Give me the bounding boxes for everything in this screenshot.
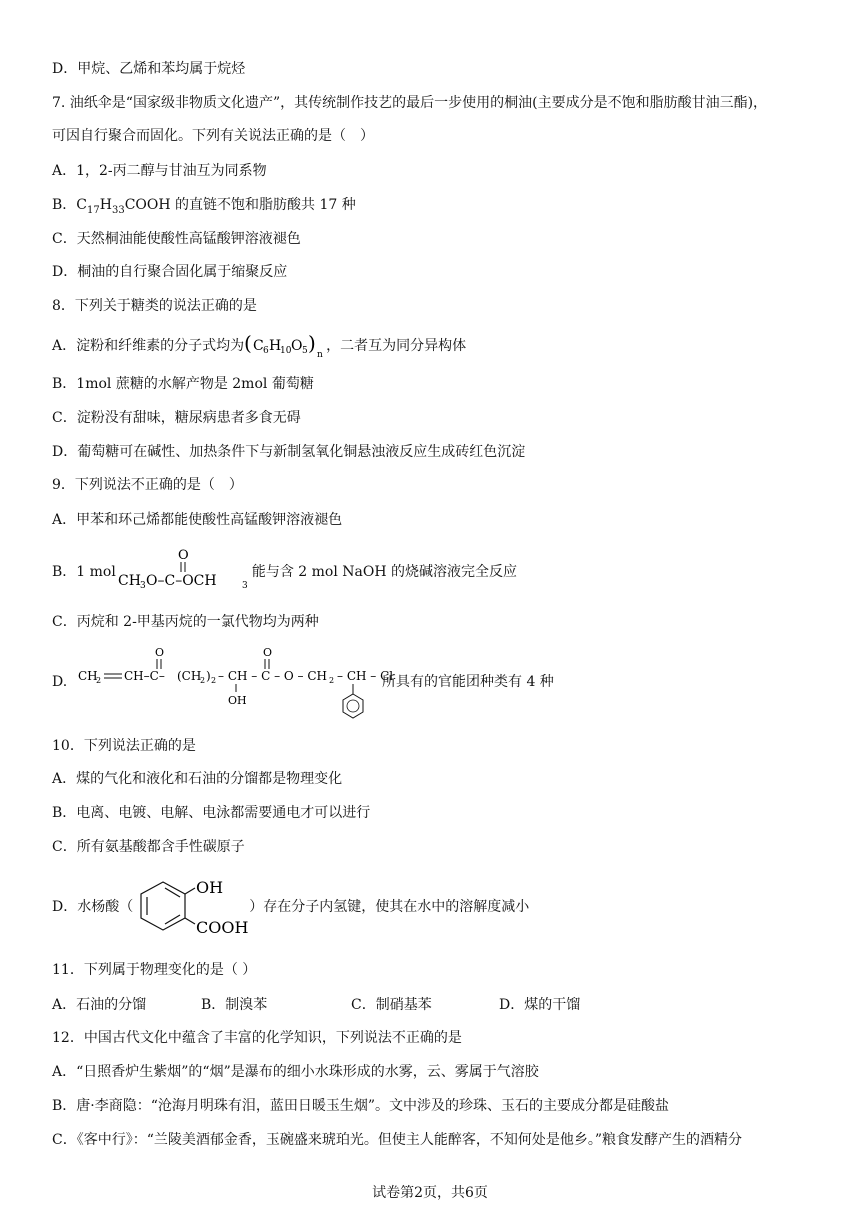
svg-text:O: O [177,548,189,563]
q11-option-c: C．制硝基苯 [351,997,432,1013]
svg-text:– CH – Cl: – CH – Cl [337,669,394,683]
svg-text:C: C [253,338,264,354]
q10d-suffix: ）存在分子内氢键，使其在水中的溶解度减小 [249,899,530,915]
svg-text:O–C–OCH: O–C–OCH [145,573,217,589]
q10-option-d [52,874,529,940]
q9d-suffix: 所具有的官能团种类有 4 种 [382,674,554,690]
q10-option-b: B．电离、电镀、电解、电泳都需要通电才可以进行 [52,805,371,821]
svg-text:CH–C–: CH–C– [124,669,165,683]
q12-option-b: B．唐·李商隐：“沧海月明珠有泪，蓝田日暖玉生烟”。文中涉及的珍珠、玉石的主要成分都是硅酸盐 [52,1098,670,1114]
q9b-suffix: 能与含 2 mol NaOH 的烧碱溶液完全反应 [251,564,518,580]
svg-text:– CH – C – O – CH: – CH – C – O – CH [218,669,328,683]
svg-text:): ) [308,331,316,355]
q7b-h: H [99,197,112,213]
q10-stem: 10．下列说法正确的是 [52,738,196,754]
q9d-prefix: D. [52,674,68,690]
svg-text:O: O [263,646,273,659]
q7-option-d: D．桐油的自行聚合固化属于缩聚反应 [52,264,288,280]
svg-text:(CH: (CH [177,669,202,683]
starch-formula [244,333,326,359]
q8a-suffix: ，二者互为同分异构体 [326,338,467,354]
q11-option-d: D．煤的干馏 [499,997,581,1013]
svg-text:5: 5 [302,346,308,356]
q11-option-a: A．石油的分馏 [52,997,147,1013]
q8-option-d: D．葡萄糖可在碱性、加热条件下与新制氢氧化铜悬浊液反应生成砖红色沉淀 [52,444,526,460]
q12-option-c: C．《客中行》：“兰陵美酒郁金香，玉碗盛来琥珀光。但使主人能醉客，不知何处是他乡。”粮食发酵产生的酒精分 [52,1132,743,1148]
q9-option-c: C．丙烷和 2-甲基丙烷的一氯代物均为两种 [52,614,319,630]
q9-option-a: A．甲苯和环己烯都能使酸性高锰酸钾溶液褪色 [52,512,343,528]
svg-text:CH: CH [117,573,141,589]
q9-option-b [52,546,517,590]
q8-option-c: C．淀粉没有甜味，糖尿病患者多食无碍 [52,410,301,426]
q7b-sub-33: 33 [111,204,125,216]
q10-option-c: C．所有氨基酸都含手性碳原子 [52,839,245,855]
svg-text:2: 2 [329,676,335,685]
svg-text:O: O [155,646,165,659]
q10-option-a: A．煤的气化和液化和石油的分馏都是物理变化 [52,771,343,787]
q8-option-a [52,333,466,359]
svg-text:(: ( [244,331,252,355]
svg-text:OH: OH [228,694,247,707]
q9-stem: 9．下列说法不正确的是（ ） [52,477,243,493]
svg-text:O: O [291,338,303,354]
svg-text:2: 2 [200,676,206,685]
q11-options [52,994,772,1014]
q9d-molecule-structure [78,642,394,724]
salicylic-cooh-label: COOH [196,918,249,937]
svg-text:6: 6 [263,346,269,356]
q8-stem: 8．下列关于糖类的说法正确的是 [52,298,257,314]
q7-option-b [52,195,356,221]
svg-text:2: 2 [211,676,217,685]
q7-option-a: A．1，2-丙二醇与甘油互为同系物 [52,163,267,179]
q11-option-b: B．制溴苯 [201,997,268,1013]
svg-text:3: 3 [241,581,248,591]
svg-text:10: 10 [280,346,292,356]
q12-option-a: A．“日照香炉生紫烟”的“烟”是瀑布的细小水珠形成的水雾，云、雾属于气溶胶 [52,1064,539,1080]
q7b-sub-17: 17 [87,204,100,216]
q7-stem-line2: 可因自行聚合而固化。下列有关说法正确的是（ ） [52,128,374,144]
svg-text:): ) [206,669,211,683]
svg-text:3: 3 [139,581,146,591]
q7-option-c: C．天然桐油能使酸性高锰酸钾溶液褪色 [52,231,301,247]
page-footer: 试卷第2页，共6页 [372,1185,488,1201]
q9-option-d [52,642,554,724]
q6-option-d: D．甲烷、乙烯和苯均属于烷烃 [52,61,246,77]
q12-stem: 12．中国古代文化中蕴含了丰富的化学知识，下列说法不正确的是 [52,1030,462,1046]
q11-stem: 11．下列属于物理变化的是（ ） [52,962,257,978]
svg-text:2: 2 [96,676,102,685]
svg-text:n: n [317,350,323,360]
q8a-prefix: A．淀粉和纤维素的分子式均为 [52,338,245,354]
q8-option-b: B．1mol 蔗糖的水解产物是 2mol 葡萄糖 [52,376,314,392]
salicylic-oh-label: OH [196,878,224,897]
q7b-suffix: COOH 的直链不饱和脂肪酸共 17 种 [124,197,356,213]
svg-text:H: H [269,338,282,354]
q9b-prefix: B．1 mol [52,564,116,580]
q10d-prefix: D．水杨酸（ [52,899,134,915]
q7-stem-line1: 7. 油纸伞是“国家级非物质文化遗产”，其传统制作技艺的最后一步使用的桐油(主要成分是不饱和脂肪酸甘油三酯)， [52,95,768,111]
dimethyl-carbonate-structure [116,546,252,590]
svg-text:CH: CH [78,669,98,683]
q7b-prefix: B．C [52,197,87,213]
salicylic-acid-structure [133,874,249,940]
